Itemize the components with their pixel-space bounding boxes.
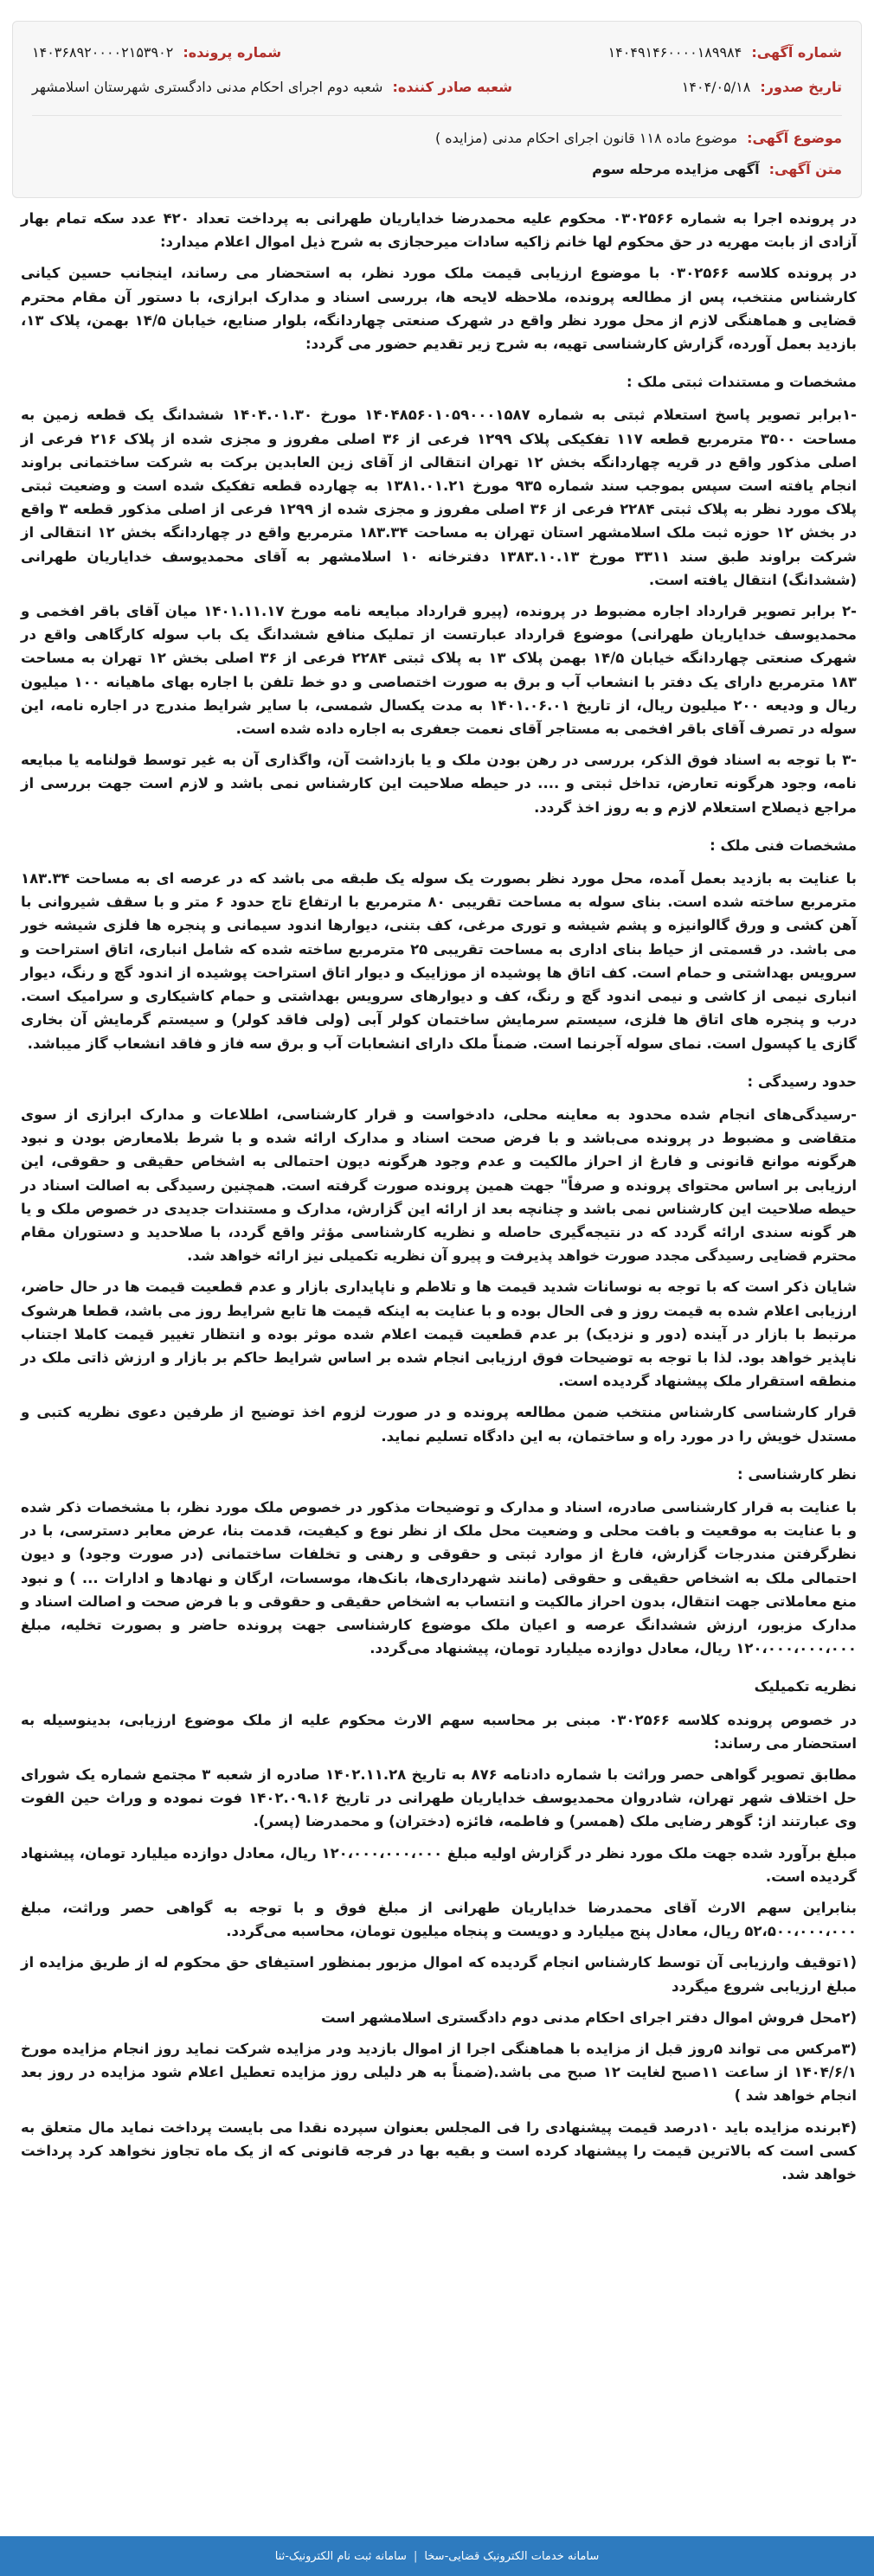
case-number-label: شماره پرونده:: [183, 44, 282, 61]
inheritance-share-paragraph: بنابراین سهم الارث آقای محمدرضا خدایاریان طهرانی از مبلغ فوق و با توجه به گواهی حصر وراثت، مبلغ ۵۲،۵۰۰،۰۰۰،۰۰۰ ریال، معادل پنج میلیارد و دویست و پنجاه میلیون تومان، محاسبه می‌گردد.: [21, 1900, 857, 1940]
expert-report-intro: در پرونده کلاسه ۰۳۰۲۵۶۶ با موضوع ارزیابی قیمت ملک مورد نظر، به استحضار می رساند، اینجانب حسین کیانی کارشناس منتخب، پس از مطالعه پرونده، ملاحظه لایحه ها، بررسی اسناد و مدارک ابرازی، با دستور آن مقام محترم قضایی و هماهنگی لازم از محل مورد نظر واقع در شهرک صنعتی چهاردانگه، بلوار صنایع، خیابان ۱۴/۵ بهمن، پلاک ۱۳، بازدید بعمل آورده، گزارش کارشناسی تهیه، به شرح زیر تقدیم حضور می گردد:: [21, 265, 857, 353]
text-value: آگهی مزایده مرحله سوم: [592, 161, 760, 177]
meta-divider: [32, 115, 842, 116]
auction-condition-1: (۱توقیف وارزیابی آن توسط کارشناس انجام گردیده که اموال مزبور بمنظور استیفای حق محکوم له از طریق مزایده از مبلغ ارزیابی شروع میگردد: [21, 1954, 857, 1995]
footer-link-sakha[interactable]: سامانه خدمات الکترونیک قضایی-سخا: [424, 2549, 600, 2563]
technical-specs-paragraph: با عنایت به بازدید بعمل آمده، محل مورد نظر بصورت یک سوله یک طبقه می باشد که در عرصه ای به مساحت ۱۸۳.۳۴ مترمربع ساخته شده است. بنای سوله به مساحت تقریبی ۸۰ مترمربع با ارتفاع تاج حدود ۶ متر و با سقف شیروانی با آهن کشی و ورق گالوانیزه و پشم شیشه و توری مرغی، کف بتنی، دیوارها اندود سیمانی و پنجره ها فلزی شیشه خور می باشد. در قسمتی از حیاط بنای اداری به مساحت تقریبی ۲۵ مترمربع ساخته شده که شامل انباری، اتاق استراحت و سرویس بهداشتی و حمام است. کف اتاق ها پوشیده از موزاییک و دیوار اتاق استراحت پوشیده از اندود گچ و رنگ، دیوار انباری نیمی از کاشی و نیمی اندود گچ و رنگ، کف و دیوارهای سرویس بهداشتی و حمام کاشیکاری و سرامیک است. درب و پنجره های اتاق ها فلزی، سیستم سرمایش ساختمان کولر آبی (ولی فاقد کولر) و سیستم گرمایش آن بخاری گازی یا کپسول است. نمای سوله آجرنما است. ضمناً ملک دارای انشعابات آب و برق سه فاز و فاقد انشعاب گاز میباشد.: [21, 870, 857, 1052]
notice-text: [32, 154, 842, 185]
expert-opinion-paragraph: با عنایت به قرار کارشناسی صادره، اسناد و مدارک و توضیحات مذکور در خصوص ملک مورد نظر، با مشخصات ذکر شده و با عنایت به موقعیت و بافت محلی و وضعیت محل ملک از نظر نوع و کیفیت، قدمت بنا، عرض معابر دسترسی، با در نظرگرفتن مندرجات گزارش، فارغ از موارد ثبتی و حقوقی و رهنی و تخلفات ساختمانی (در صورت وجود) و دیون احتمالی ملک به اشخاص حقیقی و حقوقی (مانند شهرداری‌ها، بانک‌ها، موسسات، ارگان و نهادها و ادارات ... ) و نبود منع معاملاتی جهت انتقال، بدون احراز مالکیت و انتساب به اشخاص حقیقی و حقوقی و با فرض صحت و اصالت اسناد و مدارک مزبور، ارزش ششدانگ عرصه و اعیان ملک موضوع کارشناسی جهت پرونده حاضر و بصورت تخلیه، مبلغ ۱۲۰،۰۰۰،۰۰۰،۰۰۰ ریال، معادل دوازده میلیارد تومان، پیشنهاد می‌گردد.: [21, 1498, 857, 1657]
inheritance-certificate-paragraph: مطابق تصویر گواهی حصر وراثت با شماره دادنامه ۸۷۶ به تاریخ ۱۴۰۲.۱۱.۲۸ صادره از شعبه ۳ مجتمع شماره یک شورای حل اختلاف شهر تهران، شادروان محمدیوسف خدایاریان طهرانی در تاریخ ۱۴۰۲.۰۹.۱۶ فوت نموده و وراث حین الفوت وی عبارتند از: گوهر رضایی ملک (همسر) و فاطمه، فائزه (دختران) و محمدرضا (پسر).: [21, 1765, 857, 1830]
supplementary-intro: در خصوص پرونده کلاسه ۰۳۰۲۵۶۶ مبنی بر محاسبه سهم الارث محکوم علیه از ملک موضوع ارزیابی، بدینوسیله به استحضار می رساند:: [21, 1711, 857, 1752]
auction-condition-3: (۳مرکس می تواند ۵روز قبل از مزایده با هماهنگی اجرا از اموال بازدید ودر مزایده شرکت نماید روز انجام مزایده مورخ ۱۴۰۴/۶/۱ از ساعت ۱۱صبح لغایت ۱۲ صبح می باشد.(ضمناً به هر دلیلی روز مزایده تعطیل اعلام شود مزایده در روز بعد انجام خواهد شد ): [21, 2041, 857, 2105]
section-heading-scope: حدود رسیدگی :: [747, 1073, 857, 1090]
section-heading-technical: مشخصات فنی ملک :: [710, 836, 857, 854]
section-heading-registration: مشخصات و مستندات ثبتی ملک :: [627, 374, 857, 391]
notice-body: [0, 198, 874, 2186]
notice-metadata-panel: [12, 21, 862, 198]
intro-paragraph: در پرونده اجرا به شماره ۰۳۰۲۵۶۶ محکوم علیه محمدرضا خدایاریان طهرانی به پرداخت تعداد ۴۲۰ عدد سکه تمام بهار آزادی از بابت مهریه در حق محکوم لها خانم زاکیه سادات میرحجازی به شرح ذیل اموال اعلام میدارد:: [21, 210, 858, 251]
footer-bar: [0, 2536, 874, 2576]
ad-number: [608, 35, 842, 70]
issue-date-label: تاریخ صدور:: [760, 79, 842, 95]
registration-item-2: -۲ برابر تصویر قرارداد اجاره مضبوط در پرونده، (پیرو قرارداد مبایعه نامه مورخ ۱۴۰۱.۱۱.۱۷ میان آقای باقر افخمی و محمدیوسف خدایاریان طهرانی) موضوع قرارداد عبارتست از تملیک منافع ششدانگ یک باب سوله کارگاهی واقع در شهرک صنعتی چهاردانگه خیابان ۱۴/۵ بهمن پلاک ۱۳ به پلاک ثبتی ۲۲۸۴ فرعی از ۳۶ اصلی بخش ۱۲ تهران به مساحت ۱۸۳ مترمربع دارای یک دفتر با انشعاب آب و برق به صورت اختصاصی و دو خط تلفن با اجاره بهای ماهیانه ۱۰۰ میلیون ریال و ودیعه ۲۰۰ میلیون ریال، از تاریخ ۱۴۰۱.۰۶.۰۱ به مدت یکسال شمسی، با سایر شرایط مندرج در اجاره نامه، این سوله در تصرف آقای باقر افخمی به مستاجر آقای نعمت جعفری به اجاره داده شده است.: [21, 603, 858, 738]
issue-date-value: ۱۴۰۴/۰۵/۱۸: [681, 79, 751, 95]
section-heading-supplementary: نظریه تکمیلیک: [754, 1678, 857, 1695]
text-label: متن آگهی:: [768, 161, 842, 177]
estimated-value-paragraph: مبلغ برآورد شده جهت ملک مورد نظر در گزارش اولیه مبلغ ۱۲۰،۰۰۰،۰۰۰،۰۰۰ ریال، معادل دوازده میلیارد تومان، پیشنهاد گردیده است.: [21, 1844, 857, 1885]
registration-item-3: -۳ با توجه به اسناد فوق الذکر، بررسی در رهن بودن ملک و یا بازداشت آن، واگذاری آن به غیر توسط قولنامه یا مبایعه نامه، وجود هرگونه تعارض، تداخل ثبتی و .... در حیطه صلاحیت این کارشناس نمی باشد و لازم است جهت بررسی از مراجع ذیصلاح استعلام لازم و به روز اخذ گردد.: [21, 752, 857, 816]
ad-number-value: ۱۴۰۴۹۱۴۶۰۰۰۰۱۸۹۹۸۴: [607, 44, 742, 61]
footer-separator: |: [413, 2549, 418, 2563]
issuer: [32, 70, 512, 105]
expert-order-paragraph: قرار کارشناسی کارشناس منتخب ضمن مطالعه پرونده و در صورت لزوم اخذ توضیح از طرفین دعوی نظریه کتبی و مستدل خویش را در مورد راه و ساختمان، به این دادگاه تسلیم نماید.: [21, 1404, 857, 1445]
auction-condition-2: (۲محل فروش اموال دفتر اجرای احکام مدنی دوم دادگستری اسلامشهر است: [321, 2009, 857, 2026]
subject-value: موضوع ماده ۱۱۸ قانون اجرای احکام مدنی (مزایده ): [434, 130, 738, 146]
notice-subject: [32, 123, 842, 154]
auction-condition-4: (۴برنده مزایده باید ۱۰درصد قیمت پیشنهادی را فی المجلس بعنوان سپرده نقدا می بایست پرداخت نماید مال متعلق به کسی است که بالاترین قیمت را پیشنهاد کرده است و بقیه بها در فرجه قانونی که از یک ماه تجاوز نخواهد کرد پرداخت خواهد شد.: [21, 2118, 857, 2183]
case-number-value: ۱۴۰۳۶۸۹۲۰۰۰۰۲۱۵۳۹۰۲: [32, 44, 174, 61]
issue-date: [682, 70, 842, 105]
footer-link-sana[interactable]: سامانه ثبت نام الکترونیک-ثنا: [274, 2549, 407, 2563]
ad-number-label: شماره آگهی:: [751, 44, 842, 61]
registration-item-1: -۱برابر تصویر پاسخ استعلام ثبتی به شماره ۱۴۰۴۸۵۶۰۱۰۵۹۰۰۰۱۵۸۷ مورخ ۱۴۰۴.۰۱.۳۰ ششدانگ یک قطعه زمین به مساحت ۳۵۰۰ مترمربع قطعه ۱۱۷ تفکیکی پلاک ۱۲۹۹ فرعی از ۳۶ اصلی مفروز و مجزی شده از پلاک ۲۱۶ فرعی از اصلی مذکور واقع در قریه چهاردانگه بخش ۱۲ تهران انتقالی از آقای زین العابدین برکت به شرکت ساختمانی براوند انجام یافته است سپس بموجب سند شماره ۹۳۵ مورخ ۱۳۸۱.۰۱.۲۱ به چهارده قطعه تفکیک شده است و وضعیت ثبتی پلاک مورد نظر به پلاک ثبتی ۲۲۸۴ فرعی از ۳۶ اصلی مفروز و مجزی شده از ۱۲۹۹ فرعی از اصلی مذکور قطعه ۳ واقع در بخش ۱۲ حوزه ثبت ملک اسلامشهر استان تهران به مساحت ۱۸۳.۳۴ مترمربع واقع در چهاردانگه بخش ۱۲ انتقالی از شرکت براوند طبق سند ۳۳۱۱ مورخ ۱۳۸۳.۱۰.۱۳ دفترخانه ۱۰ اسلامشهر به آقای محمدیوسف خدایاریان طهرانی (ششدانگ) انتقال یافته است.: [21, 407, 858, 588]
issuer-value: شعبه دوم اجرای احکام مدنی دادگستری شهرستان اسلامشهر: [32, 79, 383, 95]
issuer-label: شعبه صادر کننده:: [392, 79, 512, 95]
case-number: [32, 35, 281, 70]
meta-row-2: [32, 70, 842, 105]
section-heading-opinion: نظر کارشناسی :: [737, 1465, 857, 1483]
scope-paragraph: -رسیدگی‌های انجام شده محدود به معاینه محلی، دادخواست و قرار کارشناسی، اطلاعات و مدارک ابرازی از سوی متقاضی و مضبوط در پرونده می‌باشد و با فرض صحت اسناد و مدارک ارائه شده و با شرط بلامعارض بودن و نبود هرگونه موانع قانونی و فارغ از احراز مالکیت و عدم وجود هرگونه دیون احتمالی به اشخاص حقیقی و حقوقی، این ارزیابی بر اساس محتوای پرونده و صرفاً" جهت همین پرونده صورت گرفته است. همچنین رسیدگی به اصالت اسناد در حیطه صلاحیت این کارشناس نمی باشد و چنانچه بعد از ارائه این گزارش، مدارک و مستندات جدیدی در خصوص ملک و یا هر گونه سندی ارائه گردد که در نتیجه‌گیری حاصله و نظریه کارشناسی مؤثر واقع گردد، با صلاحدید و دستوران مقام محترم قضایی رسیدگی مجدد صورت خواهد پذیرفت و پیرو آن نظریه تکمیلی نیز ارائه خواهد شد.: [21, 1105, 857, 1265]
meta-row-1: [32, 35, 842, 70]
market-note-paragraph: شایان ذکر است که با توجه به نوسانات شدید قیمت ها و تلاطم و ناپایداری بازار و عدم قطعیت قیمت ها در حال حاضر، ارزیابی اعلام شده به قیمت روز و فی الحال بوده و با عنایت به اینکه قیمت ها تابع شرایط روز می باشد، قطعا هرشوک مرتبط با بازار در آینده (دور و نزدیک) بر عدم قطعیت قیمت اعلام شده موثر بوده و انتظار تغییر قیمت کاملا اجتناب ناپذیر خواهد بود. لذا با توجه به توضیحات فوق ارزیابی انجام شده بر اساس شرایط حاکم بر بازار و ارزش ذاتی ملک در منطقه استقرار ملک پیشنهاد گردیده است.: [21, 1278, 857, 1390]
subject-label: موضوع آگهی:: [747, 130, 842, 146]
